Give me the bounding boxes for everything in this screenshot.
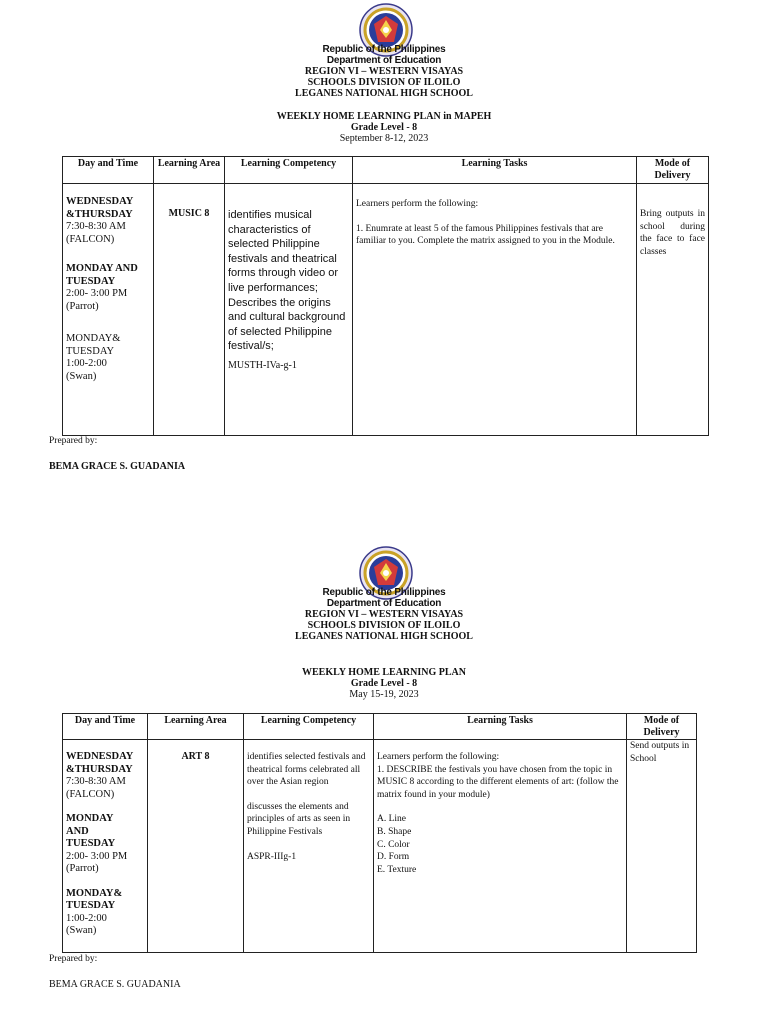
schedule-section: (Swan) <box>66 925 97 936</box>
signer-name: BEMA GRACE S. GUADANIA <box>49 461 186 472</box>
schedule-day: MONDAY AND TUESDAY <box>66 263 138 287</box>
learning-tasks-cell <box>353 184 637 436</box>
element-list <box>377 813 623 876</box>
tasks-item: 1. DESCRIBE the festivals you have chosen from the topic in MUSIC 8 according to the different elements of art: (follow the matrix found in your module) <box>377 764 619 800</box>
tasks-item: 1. Enumrate at least 5 of the famous Philippines festivals that are familiar to you. Complete the matrix assigned to you in the Module. <box>356 223 615 246</box>
learning-competency-cell <box>244 740 374 953</box>
tasks-intro: Learners perform the following: <box>377 752 500 762</box>
region-line: REGION VI – WESTERN VISAYAS <box>304 66 464 77</box>
division-line: SCHOOLS DIVISION OF ILOILO <box>307 77 461 88</box>
department-line: Department of Education <box>326 598 442 609</box>
plan-title-block <box>0 111 768 144</box>
list-item: E. Texture <box>377 864 417 875</box>
plan-title: WEEKLY HOME LEARNING PLAN in MAPEH <box>276 111 492 122</box>
table-row <box>63 740 697 953</box>
signer-name: BEMA GRACE S. GUADANIA <box>49 979 181 990</box>
plan-title-block <box>0 667 768 700</box>
delivery-cell: Send outputs in School <box>627 740 697 953</box>
header-learning-area: Learning Area <box>154 157 225 184</box>
prepared-by-label: Prepared by: <box>49 436 98 446</box>
plan-title: WEEKLY HOME LEARNING PLAN <box>301 667 466 678</box>
region-line: REGION VI – WESTERN VISAYAS <box>304 609 464 620</box>
table-header-row <box>63 714 697 740</box>
header-mode-delivery: Mode of Delivery <box>637 157 709 184</box>
competency-code: ASPR-IIIg-1 <box>247 851 297 862</box>
day-time-cell <box>63 184 154 436</box>
learning-competency-cell <box>225 184 353 436</box>
header-learning-tasks: Learning Tasks <box>353 157 637 184</box>
header-learning-competency: Learning Competency <box>244 714 374 740</box>
grade-level: Grade Level - 8 <box>350 678 418 689</box>
republic-line: Republic of the Philippines <box>322 44 446 55</box>
learning-plan-table <box>62 156 709 436</box>
prepared-by-label: Prepared by: <box>49 954 98 964</box>
header-day-time: Day and Time <box>63 714 148 740</box>
plan-date: September 8-12, 2023 <box>339 133 429 144</box>
republic-line: Republic of the Philippines <box>322 587 446 598</box>
schedule-day: MONDAY& TUESDAY <box>66 887 123 911</box>
schedule-section: (FALCON) <box>66 788 115 800</box>
tasks-intro: Learners perform the following: <box>356 199 479 209</box>
day-time-cell <box>63 740 148 953</box>
schedule-section: (FALCON) <box>66 233 115 245</box>
department-line: Department of Education <box>326 55 442 66</box>
list-item: B. Shape <box>377 826 412 837</box>
schedule-day: WEDNESDAY &THURSDAY <box>66 196 133 220</box>
school-line: LEGANES NATIONAL HIGH SCHOOL <box>295 631 473 642</box>
agency-header <box>0 587 768 642</box>
schedule-day: MONDAY AND TUESDAY <box>66 813 116 849</box>
competency-text: discusses the elements and principles of arts as seen in Philippine Festivals <box>247 801 351 837</box>
school-line: LEGANES NATIONAL HIGH SCHOOL <box>295 88 473 99</box>
list-item: C. Color <box>377 839 410 850</box>
header-learning-area: Learning Area <box>148 714 244 740</box>
header-mode-delivery: Mode of Delivery <box>627 714 697 740</box>
learning-tasks-cell <box>374 740 627 953</box>
plan-date: May 15-19, 2023 <box>349 689 419 700</box>
list-item: D. Form <box>377 852 410 863</box>
table-row <box>63 184 709 436</box>
schedule-day: WEDNESDAY &THURSDAY <box>66 751 133 775</box>
competency-text: identifies selected festivals and theatrical forms celebrated all over the Asian region <box>247 752 366 788</box>
learning-plan-table <box>62 713 697 953</box>
competency-text: identifies musical characteristics of selected Philippine festivals and theatrical forms through video or live performances; Describes the origins and cultural background of selected Philippine festival/s; <box>228 209 346 353</box>
delivery-cell: Bring outputs in school during the face to face classes <box>637 184 709 436</box>
header-learning-competency: Learning Competency <box>225 157 353 184</box>
schedule-section: (Swan) <box>66 370 97 382</box>
learning-area-cell: MUSIC 8 <box>154 184 225 436</box>
division-line: SCHOOLS DIVISION OF ILOILO <box>307 620 461 631</box>
schedule-time: 1:00-2:00 <box>66 912 107 924</box>
grade-level: Grade Level - 8 <box>350 122 418 133</box>
schedule-time: 2:00- 3:00 PM <box>66 850 128 862</box>
schedule-time: 7:30-8:30 AM <box>66 221 126 232</box>
learning-area-cell: ART 8 <box>148 740 244 953</box>
table-header-row <box>63 157 709 184</box>
schedule-section: (Parrot) <box>66 863 99 874</box>
agency-header <box>0 44 768 99</box>
header-learning-tasks: Learning Tasks <box>374 714 627 740</box>
competency-code: MUSTH-IVa-g-1 <box>228 359 297 371</box>
schedule-time: 2:00- 3:00 PM <box>66 288 128 299</box>
schedule-time: 7:30-8:30 AM <box>66 776 126 787</box>
schedule-day: MONDAY& TUESDAY <box>66 333 121 357</box>
header-day-time: Day and Time <box>63 157 154 184</box>
schedule-time: 1:00-2:00 <box>66 358 107 369</box>
list-item: A. Line <box>377 814 407 825</box>
schedule-section: (Parrot) <box>66 300 99 312</box>
